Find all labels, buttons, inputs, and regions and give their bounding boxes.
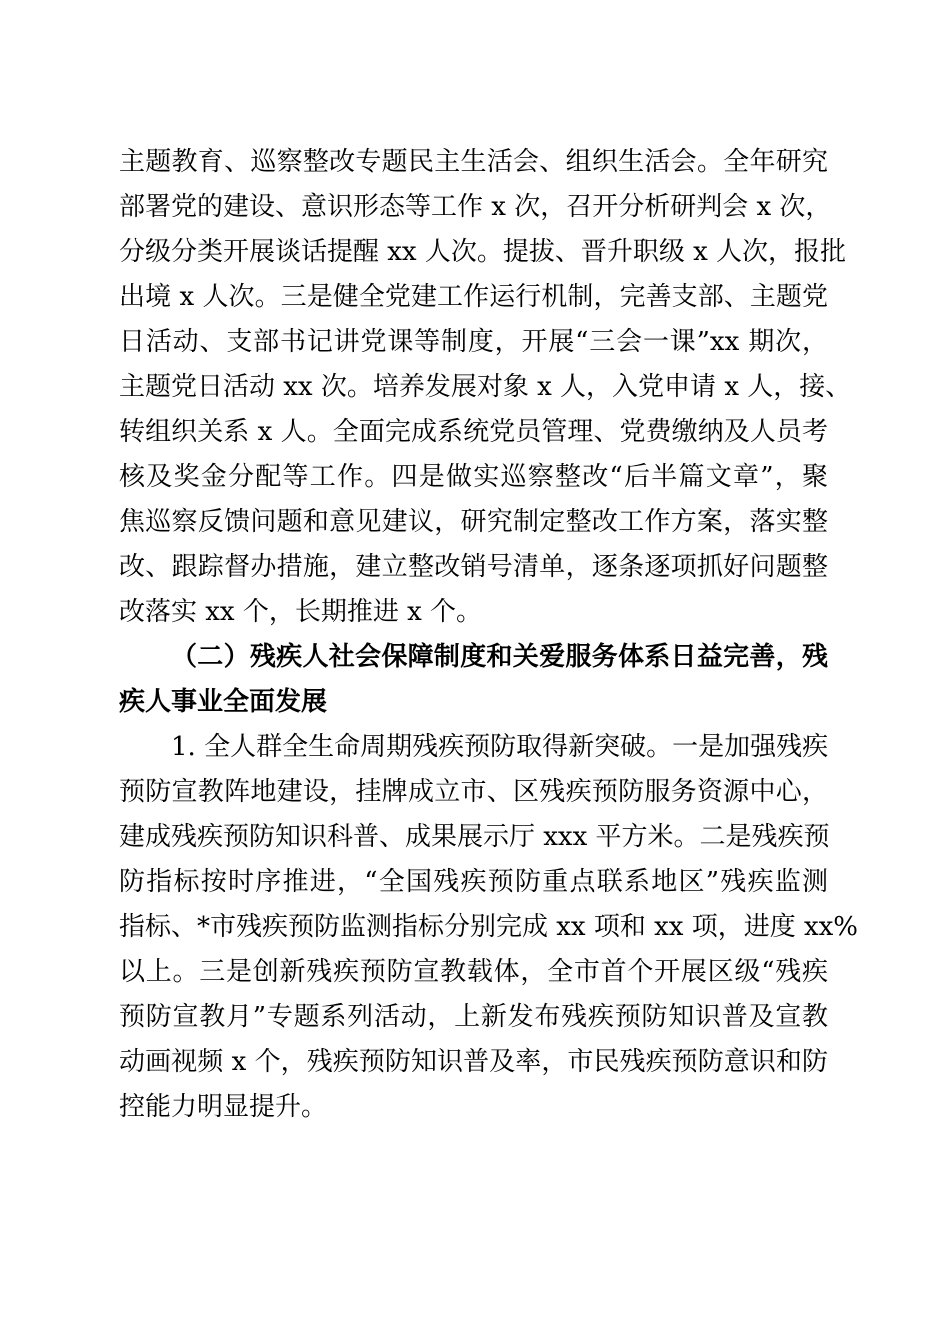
text-line: 动画视频 x 个，残疾预防知识普及率，市民残疾预防意识和防 (119, 1047, 828, 1077)
text-line: 出境 x 人次。三是健全党建工作运行机制，完善支部、主题党 (119, 282, 828, 312)
text-line: 转组织关系 x 人。全面完成系统党员管理、党费缴纳及人员考 (119, 417, 828, 447)
text-line: 防指标按时序推进，“全国残疾预防重点联系地区”残疾监测 (119, 867, 828, 897)
text-line: 1. 全人群全生命周期残疾预防取得新突破。一是加强残疾 (171, 732, 829, 762)
text-line: 指标、*市残疾预防监测指标分别完成 xx 项和 xx 项，进度 xx% (119, 912, 859, 942)
text-line: 核及奖金分配等工作。四是做实巡察整改“后半篇文章”，聚 (119, 462, 828, 492)
text-line: 以上。三是创新残疾预防宣教载体，全市首个开展区级“残疾 (119, 957, 828, 987)
text-line: 预防宣教月”专题系列活动，上新发布残疾预防知识普及宣教 (119, 1002, 828, 1032)
text-line: 预防宣教阵地建设，挂牌成立市、区残疾预防服务资源中心， (119, 777, 828, 807)
text-line: 改、跟踪督办措施，建立整改销号清单，逐条逐项抓好问题整 (119, 552, 828, 582)
text-line: 部署党的建设、意识形态等工作 x 次，召开分析研判会 x 次， (119, 192, 832, 222)
text-line: 改落实 xx 个，长期推进 x 个。 (119, 597, 483, 627)
text-line: 控能力明显提升。 (119, 1092, 328, 1122)
heading-line: （二）残疾人社会保障制度和关爱服务体系日益完善，残 (171, 642, 828, 672)
text-line: 分级分类开展谈话提醒 xx 人次。提拔、晋升职级 x 人次，报批 (119, 237, 847, 267)
text-line: 日活动、支部书记讲党课等制度，开展“三会一课”xx 期次， (119, 327, 828, 357)
heading-line: 疾人事业全面发展 (119, 687, 328, 717)
text-line: 主题党日活动 xx 次。培养发展对象 x 人，入党申请 x 人，接、 (119, 372, 852, 402)
text-line: 焦巡察反馈问题和意见建议，研究制定整改工作方案，落实整 (119, 507, 828, 537)
text-line: 主题教育、巡察整改专题民主生活会、组织生活会。全年研究 (119, 147, 828, 177)
text-line: 建成残疾预防知识科普、成果展示厅 xxx 平方米。二是残疾预 (119, 822, 830, 852)
